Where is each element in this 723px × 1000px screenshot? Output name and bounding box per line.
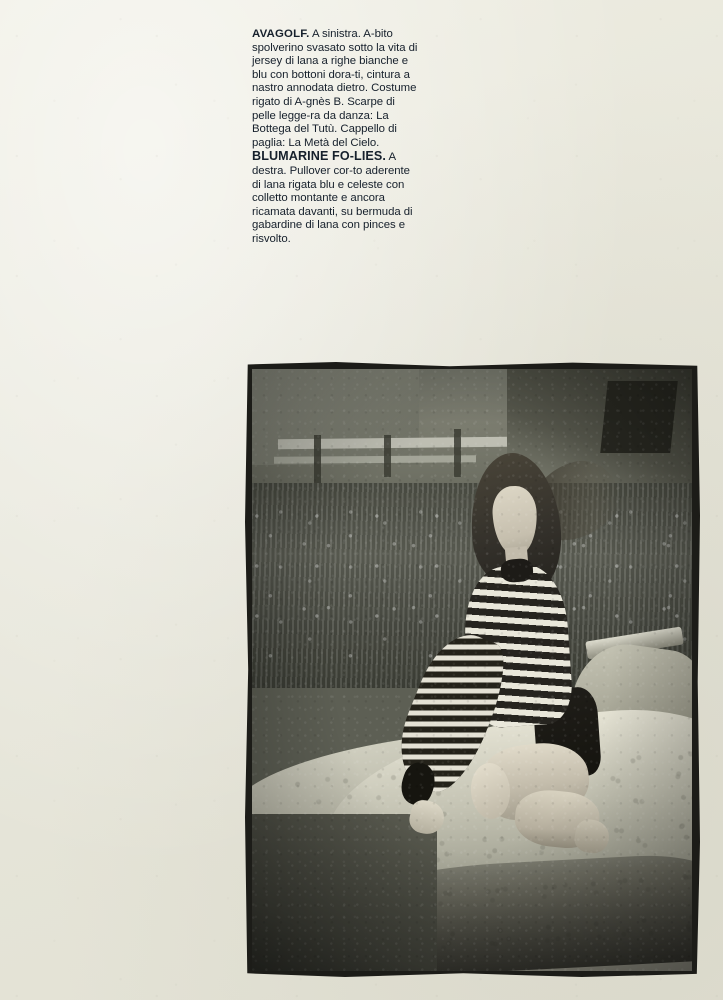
caption-lead-blumarine: BLUMARINE FO-LIES.	[252, 149, 387, 164]
background-post-2	[384, 435, 391, 477]
caption-paragraph-avagolf	[252, 28, 418, 150]
caption-body-avagolf: A sinistra. A-bito spolverino svasato sotto la vita di jersey di lana a righe bianche e blu con bottoni dora-ti, cintura a nastro annodata dietro. Costume rigato di A-gnès B. Scarpe di pelle legge-ra da danza: La Bottega del Tutù. Cappello di paglia: La Metà del Cielo.	[252, 28, 418, 149]
background-post-1	[314, 435, 321, 483]
background-dark-block	[600, 381, 678, 453]
caption-body-blumarine: A destra. Pullover cor-to aderente di lana rigata blu e celeste con colletto montante e ancora ricamata davanti, su bermuda di gabardine di lana con pinces e risvolto.	[252, 151, 413, 245]
caption-text-block	[252, 28, 418, 247]
model-figure	[397, 453, 643, 923]
photo-image	[252, 369, 692, 971]
caption-lead-avagolf: AVAGOLF.	[252, 28, 310, 40]
caption-paragraph-blumarine	[252, 150, 418, 246]
photograph	[245, 362, 700, 977]
background-upper-left-wall	[252, 369, 419, 465]
photo-film-border	[245, 362, 700, 977]
